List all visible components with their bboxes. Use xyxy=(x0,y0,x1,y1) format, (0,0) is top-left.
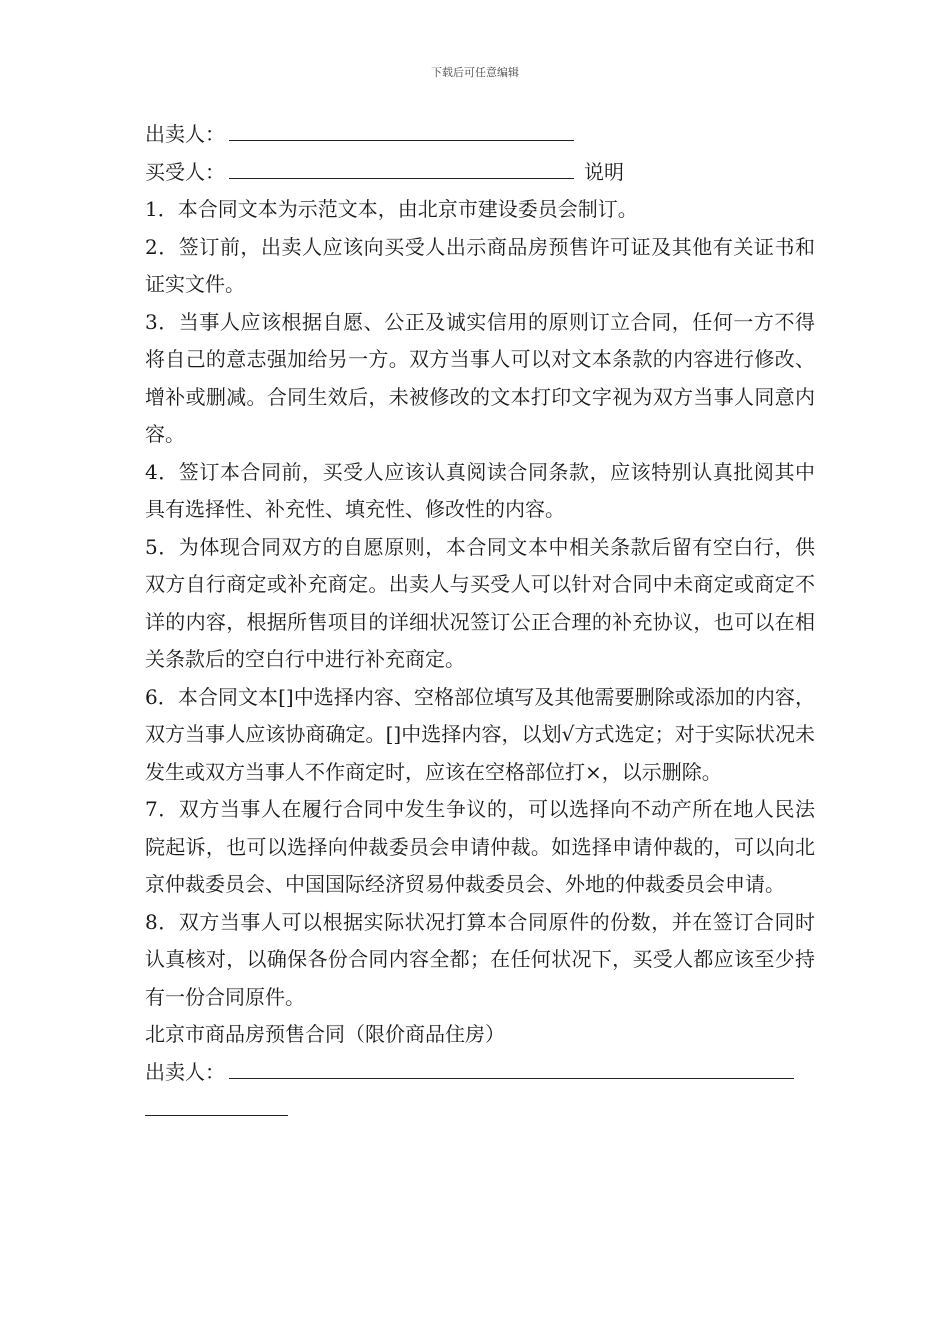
seller-blank-2 xyxy=(229,1058,794,1079)
seller-blank-continuation xyxy=(145,1091,815,1129)
note-item-6: 6．本合同文本[]中选择内容、空格部位填写及其他需要删除或添加的内容，双方当事人应该协商确定。[]中选择内容，以划√方式选定；对于实际状况未发生或双方当事人不作商定时，应该在空格部位打×，以示删除。 xyxy=(145,684,815,784)
note-item-1: 1．本合同文本为示范文本，由北京市建设委员会制订。 xyxy=(145,197,638,221)
buyer-line xyxy=(145,154,815,192)
note-item-5: 5．为体现合同双方的自愿原则，本合同文本中相关条款后留有空白行，供双方自行商定或补充商定。出卖人与买受人可以针对合同中未商定或商定不详的内容，根据所售项目的详细状况签订公正合理的补充协议，也可以在相关条款后的空白行中进行补充商定。 xyxy=(145,534,815,671)
note-heading: 说明 xyxy=(584,159,624,184)
buyer-blank xyxy=(229,158,574,179)
seller-label: 出卖人： xyxy=(145,122,225,146)
seller-line-2 xyxy=(145,1054,815,1092)
note-item-8: 8．双方当事人可以根据实际状况打算本合同原件的份数，并在签订合同时认真核对，以确保各份合同内容全都；在任何状况下，买受人都应该至少持有一份合同原件。 xyxy=(145,909,815,1009)
seller-blank-3 xyxy=(145,1095,288,1116)
contract-title: 北京市商品房预售合同（限价商品住房） xyxy=(145,1022,505,1046)
page-header: 下载后可任意编辑 xyxy=(431,66,519,79)
document-body xyxy=(145,116,815,1129)
note-item-4: 4．签订本合同前，买受人应该认真阅读合同条款，应该特别认真批阅其中具有选择性、补充性、填充性、修改性的内容。 xyxy=(145,459,815,521)
seller-line xyxy=(145,116,815,154)
seller-label-2: 出卖人： xyxy=(145,1059,225,1084)
buyer-label: 买受人： xyxy=(145,159,225,184)
seller-blank xyxy=(229,120,574,141)
note-item-7: 7．双方当事人在履行合同中发生争议的，可以选择向不动产所在地人民法院起诉，也可以选择向仲裁委员会申请仲裁。如选择申请仲裁的，可以向北京仲裁委员会、中国国际经济贸易仲裁委员会、外地的仲裁委员会申请。 xyxy=(145,797,815,896)
note-item-2: 2．签订前，出卖人应该向买受人出示商品房预售许可证及其他有关证书和证实文件。 xyxy=(145,234,815,296)
note-item-3: 3．当事人应该根据自愿、公正及诚实信用的原则订立合同，任何一方不得将自己的意志强加给另一方。双方当事人可以对文本条款的内容进行修改、增补或删减。合同生效后，未被修改的文本打印文字视为双方当事人同意内容。 xyxy=(145,309,815,446)
